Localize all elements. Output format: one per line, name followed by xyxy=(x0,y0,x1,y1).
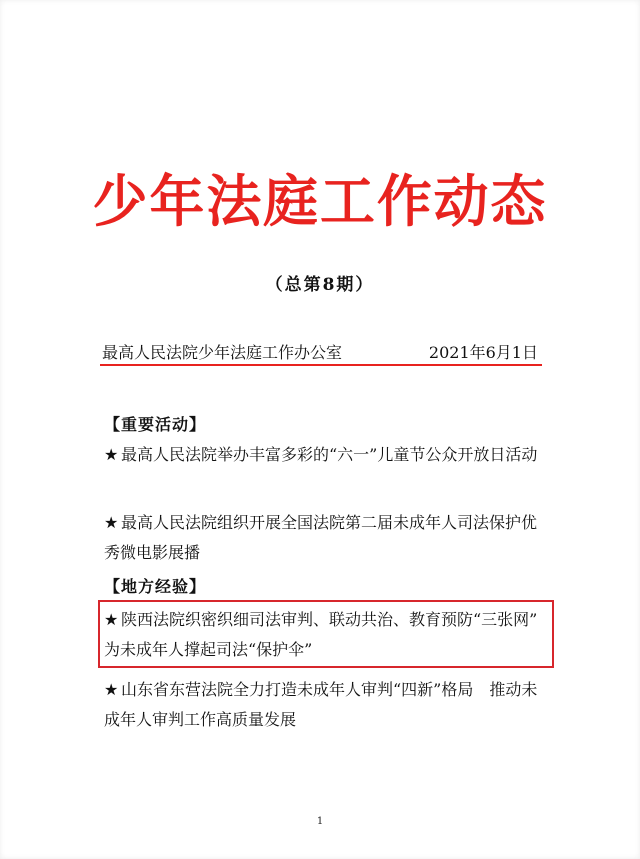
section-label-important-activities: 【重要活动】 xyxy=(104,415,207,434)
masthead-red-rule xyxy=(100,364,542,366)
page-number: 1 xyxy=(316,816,324,827)
list-item-text: 最高人民法院组织开展全国法院第二届未成年人司法保护优秀微电影展播 xyxy=(104,513,538,562)
list-item xyxy=(104,605,544,665)
issue-number: （总第8期） xyxy=(265,275,375,295)
list-item xyxy=(104,440,544,470)
star-icon: ★ xyxy=(104,445,119,464)
document-title: 少年法庭工作动态 xyxy=(92,170,548,235)
section-label-local-experience: 【地方经验】 xyxy=(104,577,207,596)
star-icon: ★ xyxy=(104,680,119,699)
list-item xyxy=(104,508,544,568)
list-item xyxy=(104,675,544,735)
star-icon: ★ xyxy=(104,513,119,532)
list-item-text: 陕西法院织密织细司法审判、联动共治、教育预防“三张网” 为未成年人撑起司法“保护伞” xyxy=(104,610,538,659)
list-item-text: 最高人民法院举办丰富多彩的“六一”儿童节公众开放日活动 xyxy=(121,445,538,464)
list-item-text: 山东省东营法院全力打造未成年人审判“四新”格局 推动未成年人审判工作高质量发展 xyxy=(104,680,538,729)
issue-date: 2021年6月1日 xyxy=(428,343,538,362)
issuing-office: 最高人民法院少年法庭工作办公室 xyxy=(102,343,343,362)
star-icon: ★ xyxy=(104,610,119,629)
